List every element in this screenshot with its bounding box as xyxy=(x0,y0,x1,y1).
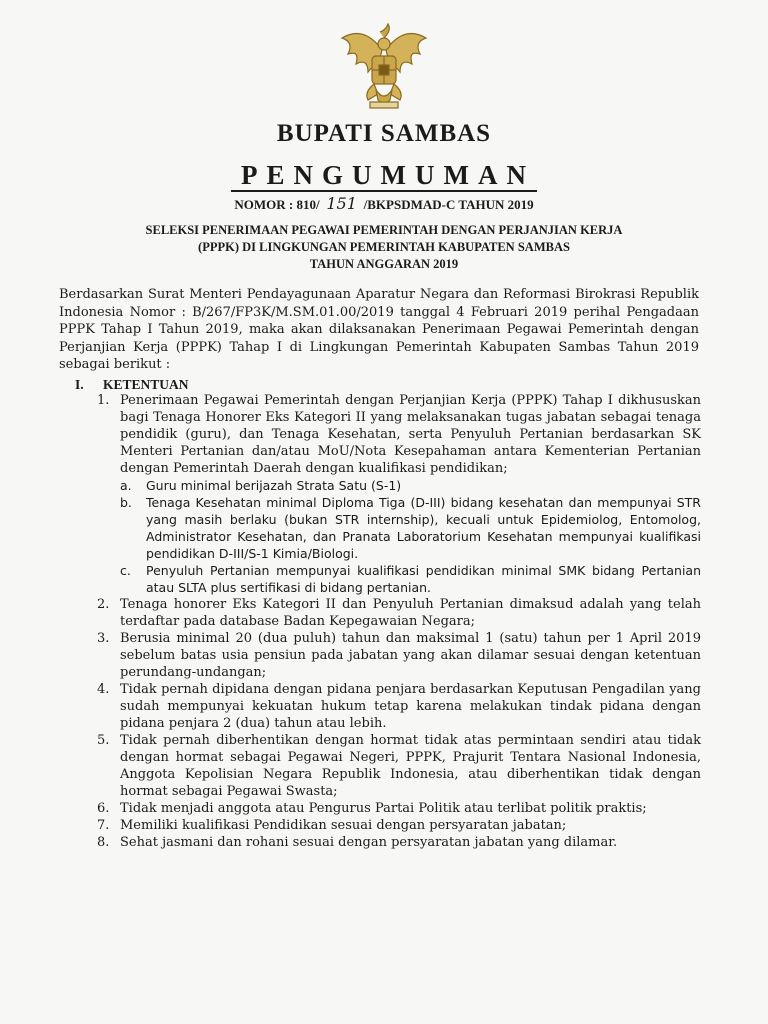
section-number: I. xyxy=(75,377,84,392)
list-item xyxy=(97,681,701,732)
subtitle-line: SELEKSI PENERIMAAN PEGAWAI PEMERINTAH DENGAN PERJANJIAN KERJA xyxy=(145,223,623,237)
list-item-text: Tidak pernah dipidana dengan pidana penjara berdasarkan Keputusan Pengadilan yang sudah mempunyai kekuatan hukum tetap karena melakukan tindak pidana dengan pidana penjara 2 (dua) tahun atau lebih. xyxy=(120,682,701,731)
list-item-text: Tidak menjadi anggota atau Pengurus Partai Politik atau terlibat politik praktis; xyxy=(120,801,647,816)
list-item xyxy=(97,630,701,681)
sub-list-text: Tenaga Kesehatan minimal Diploma Tiga (D-III) bidang kesehatan dan mempunyai STR yang masih berlaku (bukan STR internship), kecuali untuk Epidemiolog, Entomolog, Administrator Kesehatan, dan Pranata Laboratorium Kesehatan mempunyai kualifikasi pendidikan D-III/S-1 Kimia/Biologi. xyxy=(146,495,701,561)
list-item-number: 8. xyxy=(97,835,110,850)
page-title: BUPATI SAMBAS xyxy=(276,120,492,147)
intro-paragraph: Berdasarkan Surat Menteri Pendayagunaan Aparatur Negara dan Reformasi Birokrasi Republik Indonesia Nomor : B/267/FP3K/M.SM.01.00/2019 tanggal 4 Februari 2019 perihal Pengadaan PPPK Tahap I Tahun 2019, maka akan dilaksanakan Penerimaan Pegawai Pemerintah dengan Perjanjian Kerja (PPPK) Tahap I di Lingkungan Pemerintah Kabupaten Sambas Tahun 2019 sebagai berikut : xyxy=(59,287,699,372)
section-heading xyxy=(75,377,189,393)
list-item-number: 1. xyxy=(97,393,110,408)
list-item-number: 6. xyxy=(97,801,110,816)
subtitle-line: TAHUN ANGGARAN 2019 xyxy=(309,257,459,271)
list-item xyxy=(97,834,701,851)
list-item-number: 5. xyxy=(97,733,110,748)
list-item-text: Sehat jasmani dan rohani sesuai dengan persyaratan jabatan yang dilamar. xyxy=(120,835,618,850)
list-item-number: 7. xyxy=(97,818,110,833)
nomor-suffix: /BKPSDMAD-C TAHUN 2019 xyxy=(363,197,534,212)
list-item xyxy=(97,800,701,817)
sub-list-letter: b. xyxy=(120,495,132,510)
list-item-text: Memiliki kualifikasi Pendidikan sesuai dengan persyaratan jabatan; xyxy=(120,818,567,833)
heading-text: PENGUMUMAN xyxy=(231,160,537,192)
list-item-text: Tenaga honorer Eks Kategori II dan Penyuluh Pertanian dimaksud adalah yang telah terdaftar pada database Badan Kepegawaian Negara; xyxy=(120,597,701,629)
list-item-text: Berusia minimal 20 (dua puluh) tahun dan maksimal 1 (satu) tahun per 1 April 2019 sebelum batas usia pensiun pada jabatan yang akan dilamar sesuai dengan ketentuan perundang-undangan; xyxy=(120,631,701,680)
garuda-emblem-icon xyxy=(334,20,434,112)
section-title: KETENTUAN xyxy=(103,377,189,392)
sub-list-item xyxy=(120,494,701,562)
list-item xyxy=(97,596,701,630)
sub-list xyxy=(97,477,701,596)
document-number xyxy=(0,194,768,213)
list-item-number: 3. xyxy=(97,631,110,646)
sub-list-letter: a. xyxy=(120,478,132,493)
list-item xyxy=(97,392,701,477)
sub-list-text: Penyuluh Pertanian mempunyai kualifikasi pendidikan minimal SMK bidang Pertanian atau SLTA plus sertifikasi di bidang pertanian. xyxy=(146,563,701,595)
sub-list-item xyxy=(120,477,701,494)
list-item-number: 4. xyxy=(97,682,110,697)
list-item-text: Penerimaan Pegawai Pemerintah dengan Perjanjian Kerja (PPPK) Tahap I dikhususkan bagi Tenaga Honorer Eks Kategori II yang melaksanakan tugas jabatan sebagai tenaga pendidik (guru), dan Tenaga Kesehatan, serta Penyuluh Pertanian berdasarkan SK Menteri Pertanian dan/atau MoU/Nota Kesepahaman antara Kementerian Pertanian dengan Pemerintah Daerah dengan kualifikasi pendidikan; xyxy=(120,393,701,476)
sub-list-letter: c. xyxy=(120,563,131,578)
subtitle-line: (PPPK) DI LINGKUNGAN PEMERINTAH KABUPATEN SAMBAS xyxy=(198,240,570,254)
list-item-text: Tidak pernah diberhentikan dengan hormat tidak atas permintaan sendiri atau tidak dengan hormat sebagai Pegawai Negeri, PPPK, Prajurit Tentara Nasional Indonesia, Anggota Kepolisian Negara Republik Indonesia, atau diberhentikan tidak dengan hormat sebagai Pegawai Swasta; xyxy=(120,733,701,799)
list-item-number: 2. xyxy=(97,597,110,612)
nomor-prefix: NOMOR : 810/ xyxy=(234,197,320,212)
list-item xyxy=(97,732,701,800)
document-subtitle xyxy=(40,222,728,273)
document-heading xyxy=(0,160,768,191)
requirements-list xyxy=(97,392,701,851)
sub-list-text: Guru minimal berijazah Strata Satu (S-1) xyxy=(146,478,402,493)
nomor-handwritten: 151 xyxy=(326,194,357,213)
sub-list-item xyxy=(120,562,701,596)
list-item xyxy=(97,817,701,834)
